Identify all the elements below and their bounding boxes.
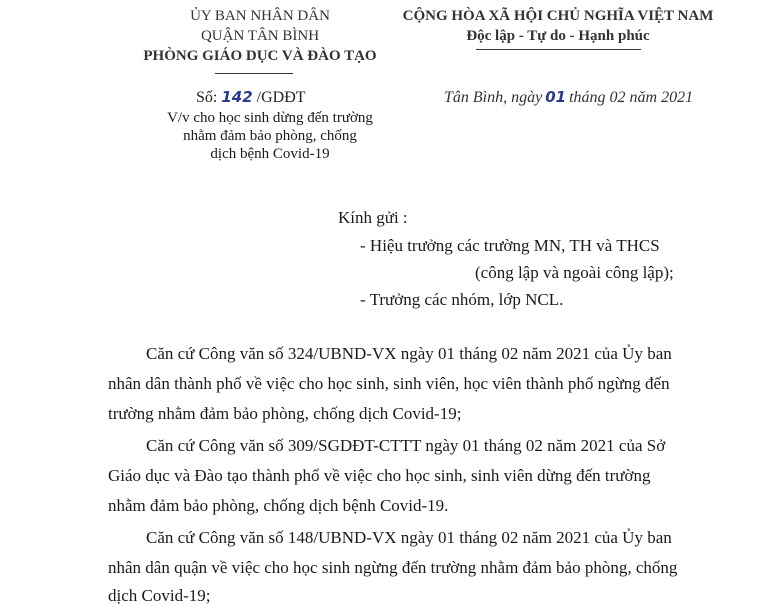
salutation: Kính gửi : <box>338 208 408 227</box>
document-number <box>196 88 306 107</box>
doc-number-handwritten: 142 <box>221 88 253 106</box>
motto-underline <box>476 49 641 50</box>
recipient-item: - Hiệu trưởng các trường MN, TH và THCS <box>360 236 660 255</box>
date-suffix: tháng 02 năm 2021 <box>569 89 694 106</box>
date-prefix: Tân Bình, ngày <box>444 89 543 106</box>
body-paragraph-3-line: nhân dân quận về việc cho học sinh ngừng đến trường nhằm đảm bảo phòng, chống <box>108 558 678 577</box>
doc-number-suffix: /GDĐT <box>256 89 306 106</box>
body-paragraph-3-line: Căn cứ Công văn số 148/UBND-VX ngày 01 tháng 02 năm 2021 của Ủy ban <box>146 528 672 547</box>
body-paragraph-2-line: nhằm đảm bảo phòng, chống dịch bệnh Covid-19. <box>108 496 449 515</box>
national-motto: Độc lập - Tự do - Hạnh phúc <box>466 28 650 44</box>
date-line <box>444 88 693 107</box>
body-paragraph-2-line: Căn cứ Công văn số 309/SGDĐT-CTTT ngày 01 tháng 02 năm 2021 của Sở <box>146 436 666 455</box>
agency-name-top: ỦY BAN NHÂN DÂN <box>190 8 330 24</box>
subject-line-3: dịch bệnh Covid-19 <box>210 146 330 162</box>
doc-number-prefix: Số: <box>196 89 218 106</box>
date-day-handwritten: 01 <box>545 88 567 106</box>
agency-divider <box>215 73 293 74</box>
subject-line-1: V/v cho học sinh dừng đến trường <box>167 110 373 126</box>
recipient-item-continuation: (công lập và ngoài công lập); <box>475 263 674 282</box>
national-title: CỘNG HÒA XÃ HỘI CHỦ NGHĨA VIỆT NAM <box>402 8 714 24</box>
subject-line-2: nhằm đảm bảo phòng, chống <box>183 128 357 144</box>
agency-name-department: PHÒNG GIÁO DỤC VÀ ĐÀO TẠO <box>143 48 377 64</box>
agency-name-district: QUẬN TÂN BÌNH <box>200 28 320 44</box>
body-paragraph-1-line: Căn cứ Công văn số 324/UBND-VX ngày 01 tháng 02 năm 2021 của Ủy ban <box>146 344 672 363</box>
body-paragraph-2-line: Giáo dục và Đào tạo thành phố về việc cho học sinh, sinh viên dừng đến trường <box>108 466 651 485</box>
recipient-item: - Trưởng các nhóm, lớp NCL. <box>360 290 564 309</box>
body-paragraph-1-line: trường nhằm đảm bảo phòng, chống dịch Covid-19; <box>108 404 462 423</box>
body-paragraph-1-line: nhân dân thành phố về việc cho học sinh, sinh viên, học viên thành phố ngừng đến <box>108 374 670 393</box>
body-paragraph-3-line: dịch Covid-19; <box>108 586 211 605</box>
